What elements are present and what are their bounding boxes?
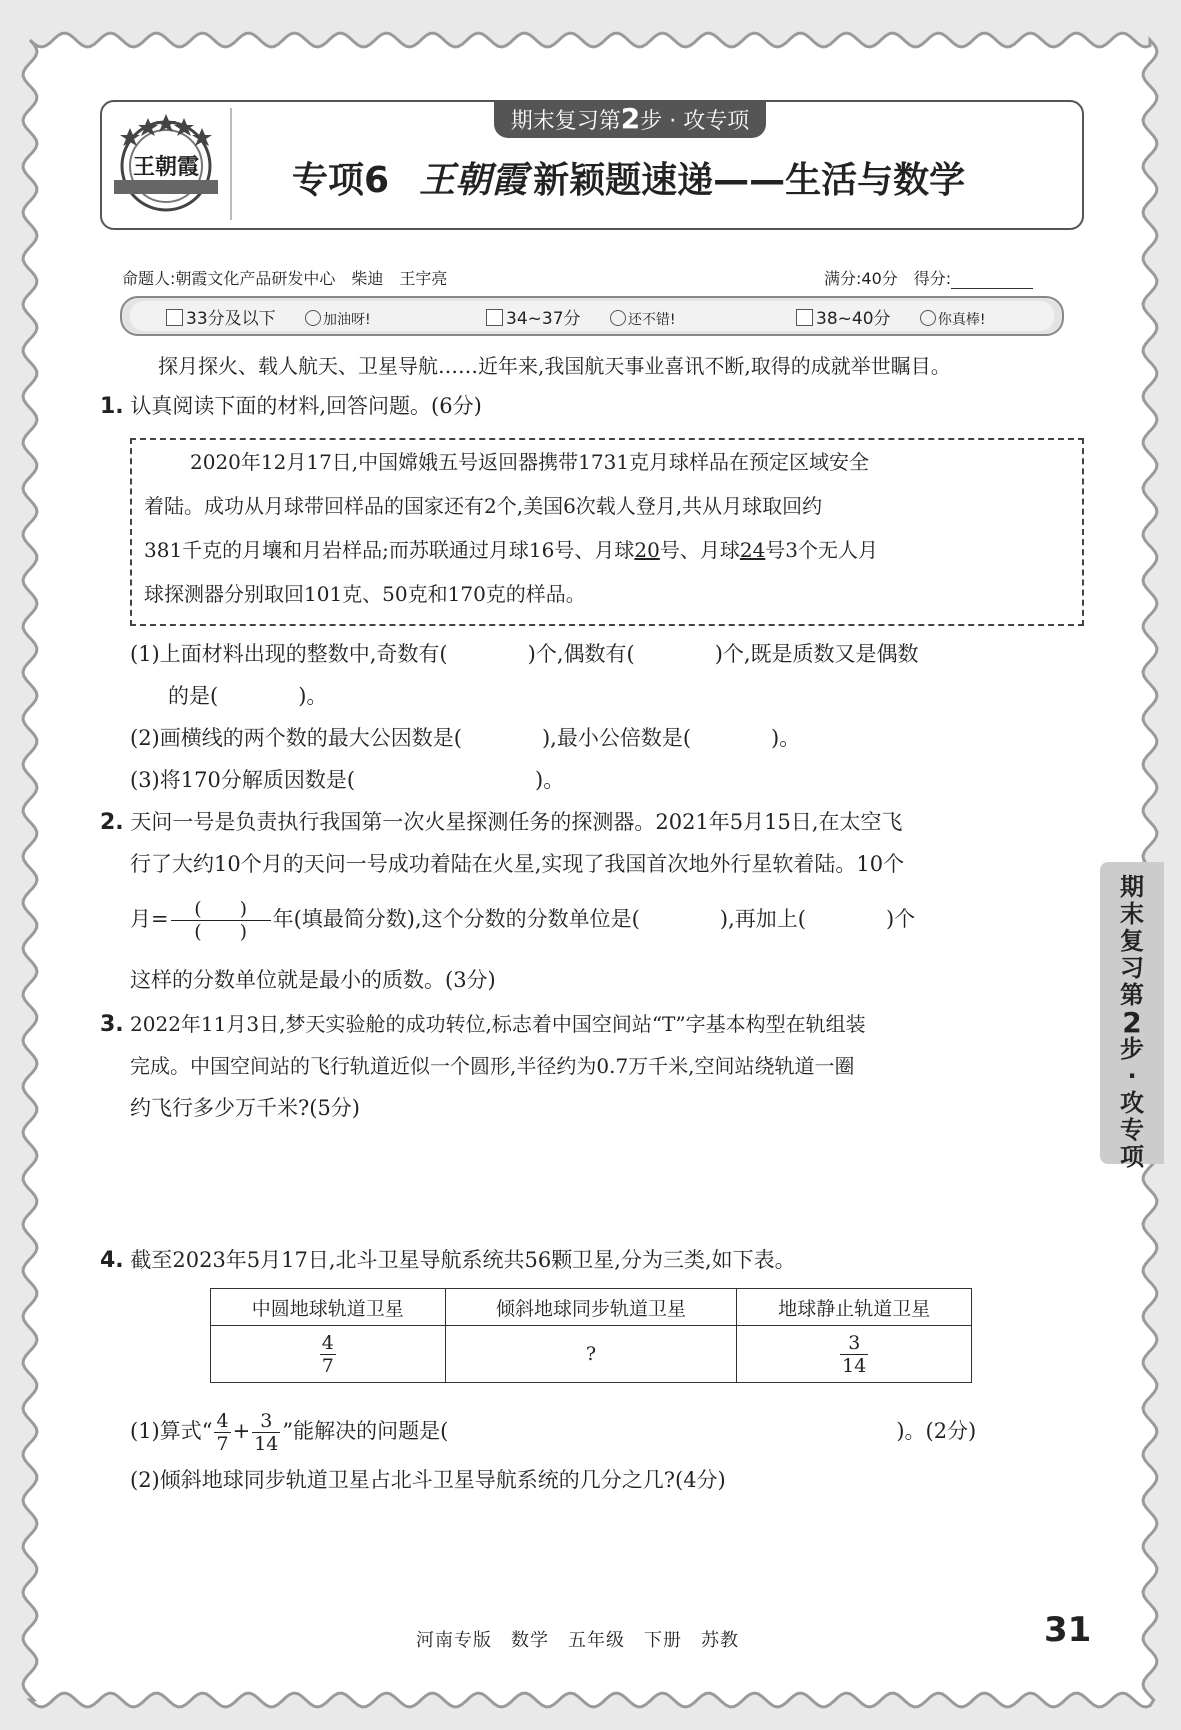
- table-cell: $\frac{3}{14}$: [737, 1326, 972, 1383]
- title-main: 新颖题速递——生活与数学: [533, 160, 966, 201]
- q1-part1: (1)上面材料出现的整数中,奇数有( )个,偶数有( )个,既是质数又是偶数: [130, 642, 919, 666]
- table-header: 中圆地球轨道卫星: [211, 1289, 446, 1326]
- checkbox[interactable]: [796, 309, 813, 326]
- table-cell: ?: [445, 1326, 737, 1383]
- checkbox[interactable]: [486, 309, 503, 326]
- question-3-line: 3. 2022年11月3日,梦天实验舱的成功转位,标志着中国空间站“T”字基本构型在轨组装: [100, 1012, 866, 1037]
- checkbox[interactable]: [166, 309, 183, 326]
- table-cell: $\frac{4}{7}$: [211, 1326, 446, 1383]
- q1-part1-cont: 的是( )。: [168, 684, 328, 708]
- q4-part1: (1)算式“ $\frac{4}{7}$ + $\frac{3}{14}$ ”能解决的问题是( )。(2分): [130, 1410, 977, 1455]
- brand-logo: [110, 110, 222, 218]
- question-2-line: 行了大约10个月的天问一号成功着陆在火星,实现了我国首次地外行星软着陆。10个: [130, 852, 905, 876]
- footer-info: 河南专版 数学 五年级 下册 苏教: [416, 1630, 739, 1651]
- material-line: 381千克的月壤和月岩样品;而苏联通过月球16号、月球20号、月球24号3个无人月: [144, 538, 879, 562]
- smiley-icon: [305, 310, 321, 326]
- side-tab: 期 末 复 习 第 2 步 · 攻 专 项: [1100, 862, 1164, 1164]
- q1-part2: (2)画横线的两个数的最大公因数是( ),最小公倍数是( )。: [130, 726, 801, 750]
- satellite-table: [210, 1288, 972, 1383]
- question-1-stem: 1. 认真阅读下面的材料,回答问题。(6分): [100, 394, 482, 419]
- table-header: 倾斜地球同步轨道卫星: [445, 1289, 737, 1326]
- rating-item: 34~37分 还不错!: [486, 304, 676, 329]
- score-line: 满分:40分 得分:: [824, 266, 1033, 289]
- section-title: [292, 152, 965, 203]
- question-3-line: 完成。中国空间站的飞行轨道近似一个圆形,半径约为0.7万千米,空间站绕轨道一圈: [130, 1054, 855, 1078]
- question-3-line: 约飞行多少万千米?(5分): [130, 1096, 361, 1120]
- title-brand: 王朝霞: [419, 159, 528, 201]
- question-2-line: 月= $\frac{( )}{( )}$ 年(填最简分数),这个分数的分数单位是( ),再加上( )个: [130, 898, 916, 943]
- question-2-line: 这样的分数单位就是最小的质数。(3分): [130, 968, 496, 992]
- smiley-icon: [920, 310, 936, 326]
- fraction-blank[interactable]: $\frac{( )}{( )}$: [171, 898, 271, 943]
- rating-bar: [120, 296, 1064, 336]
- score-blank[interactable]: [951, 272, 1033, 289]
- logo-divider: [230, 108, 232, 220]
- step-tab: 期末复习第2步 · 攻专项: [494, 100, 766, 138]
- q1-part3: (3)将170分解质因数是( )。: [130, 768, 565, 792]
- header-banner: [100, 100, 1084, 230]
- rating-item: 33分及以下 加油呀!: [166, 304, 371, 329]
- material-line: 球探测器分别取回101克、50克和170克的样品。: [144, 582, 586, 606]
- svg-text:王朝霞: 王朝霞: [132, 154, 200, 180]
- page-number: 31: [1044, 1610, 1092, 1650]
- underlined-number: 24: [739, 538, 766, 562]
- material-line: 2020年12月17日,中国嫦娥五号返回器携带1731克月球样品在预定区域安全: [190, 450, 870, 474]
- question-4-stem: 4. 截至2023年5月17日,北斗卫星导航系统共56颗卫星,分为三类,如下表。: [100, 1248, 796, 1273]
- author-line: 命题人:朝霞文化产品研发中心 柴迪 王宇亮: [122, 269, 448, 288]
- material-line: 着陆。成功从月球带回样品的国家还有2个,美国6次载人登月,共从月球取回约: [144, 494, 823, 518]
- title-prefix: 专项6: [292, 160, 390, 201]
- rating-item: 38~40分 你真棒!: [796, 304, 986, 329]
- question-2-line: 2. 天问一号是负责执行我国第一次火星探测任务的探测器。2021年5月15日,在太空飞: [100, 810, 903, 835]
- intro-text: 探月探火、载人航天、卫星导航……近年来,我国航天事业喜讯不断,取得的成就举世瞩目。: [158, 354, 951, 378]
- smiley-icon: [610, 310, 626, 326]
- table-header: 地球静止轨道卫星: [737, 1289, 972, 1326]
- underlined-number: 20: [634, 538, 660, 562]
- q4-part2: (2)倾斜地球同步轨道卫星占北斗卫星导航系统的几分之几?(4分): [130, 1468, 726, 1492]
